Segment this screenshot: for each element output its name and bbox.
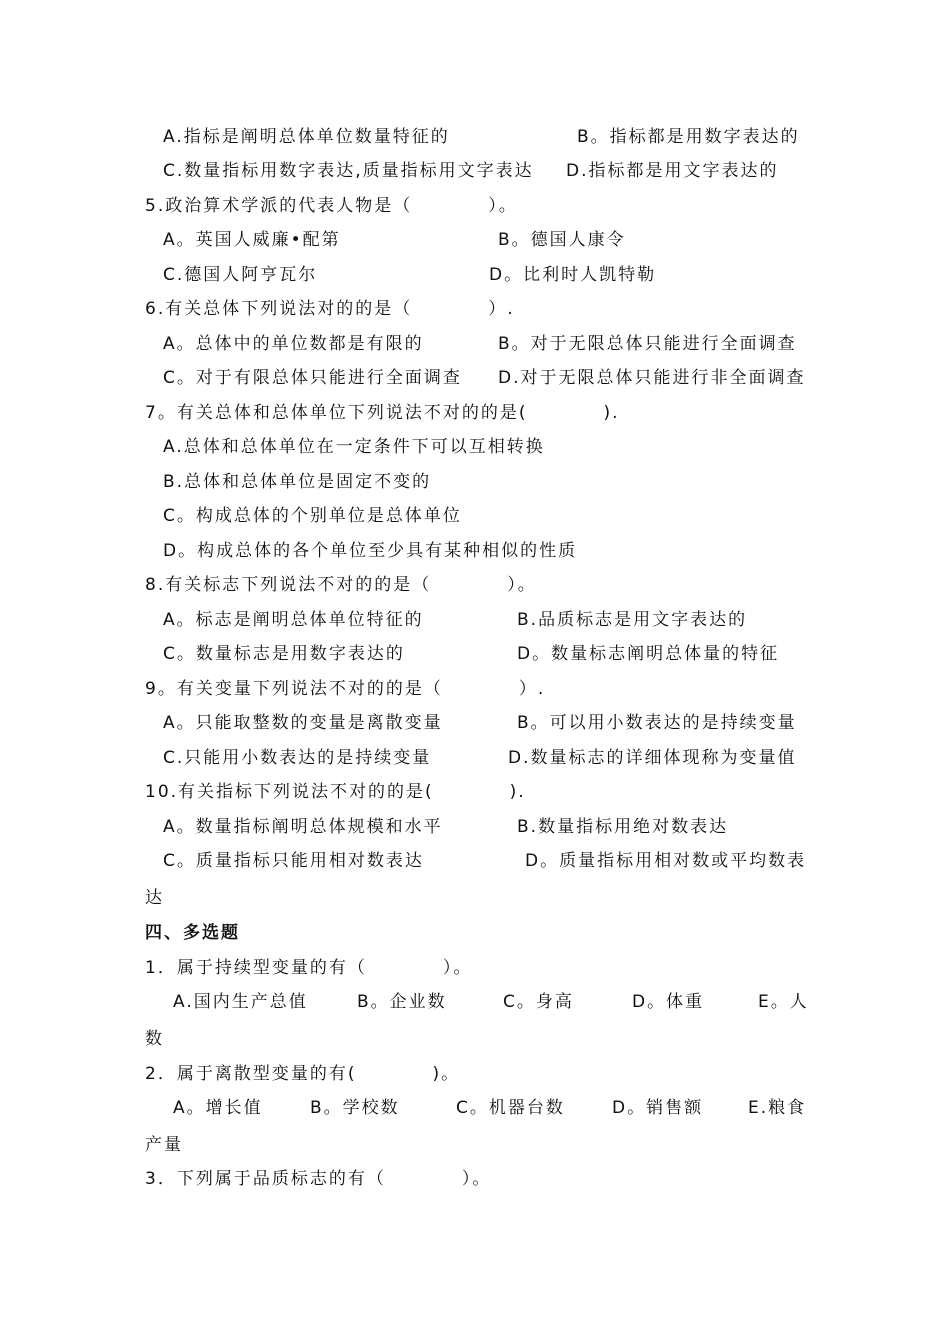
option-line: E.粮食 [748,1098,807,1118]
option-line: C。构成总体的个别单位是总体单位 [163,506,462,526]
wrapped-text: 数 [145,1029,164,1049]
option-line: D。销售额 [612,1098,704,1118]
option-line: C。对于有限总体只能进行全面调查 [163,368,462,388]
option-line: D.数量标志的详细体现称为变量值 [508,748,797,768]
question-line: 10.有关指标下列说法不对的的是( ). [145,782,526,802]
option-line: C.德国人阿亨瓦尔 [163,265,318,285]
option-line: E。人 [758,992,809,1012]
option-line: D。质量指标用相对数或平均数表 [525,851,807,871]
option-line: A。总体中的单位数都是有限的 [163,334,424,354]
question-line: 6.有关总体下列说法对的的是（ ）. [145,299,515,319]
question-line: 2．属于离散型变量的有( )。 [145,1064,461,1084]
option-line: C。数量标志是用数字表达的 [163,644,405,664]
question-line: 5.政治算术学派的代表人物是（ ）。 [145,196,518,216]
option-line: B.数量指标用绝对数表达 [517,817,729,837]
option-line: C.数量指标用数字表达,质量指标用文字表达 [163,161,534,181]
option-line: B。可以用小数表达的是持续变量 [517,713,797,733]
option-line: D.指标都是用文字表达的 [566,161,779,181]
question-line: 9。有关变量下列说法不对的的是（ ）. [145,679,546,699]
option-line: A。英国人威廉•配第 [163,230,341,250]
option-line: C.只能用小数表达的是持续变量 [163,748,432,768]
option-line: C。质量指标只能用相对数表达 [163,851,424,871]
option-line: A.国内生产总值 [173,992,308,1012]
option-line: A。增长值 [173,1098,263,1118]
question-line: 1．属于持续型变量的有（ ）。 [145,958,473,978]
section-heading: 四、多选题 [145,923,240,943]
option-line: B.品质标志是用文字表达的 [517,610,748,630]
option-line: B。对于无限总体只能进行全面调查 [498,334,797,354]
option-line: D。构成总体的各个单位至少具有某种相似的性质 [163,541,578,561]
question-line: 7。有关总体和总体单位下列说法不对的的是( ). [145,403,620,423]
question-line: 8.有关标志下列说法不对的的是（ ）。 [145,575,537,595]
option-line: B。德国人康令 [498,230,626,250]
option-line: A.指标是阐明总体单位数量特征的 [163,127,450,147]
option-line: C。机器台数 [456,1098,565,1118]
option-line: D。数量标志阐明总体量的特征 [517,644,780,664]
question-line: 3．下列属于品质标志的有（ ）。 [145,1169,492,1189]
option-line: A。标志是阐明总体单位特征的 [163,610,424,630]
option-line: B。企业数 [357,992,447,1012]
wrapped-text: 产量 [145,1135,183,1155]
option-line: B。学校数 [310,1098,400,1118]
option-line: C。身高 [503,992,574,1012]
option-line: B.总体和总体单位是固定不变的 [163,472,432,492]
option-line: B。指标都是用数字表达的 [577,127,800,147]
option-line: D。比利时人凯特勒 [489,265,657,285]
option-line: A.总体和总体单位在一定条件下可以互相转换 [163,437,545,457]
option-line: D.对于无限总体只能进行非全面调查 [498,368,806,388]
wrapped-text: 达 [145,888,164,908]
option-line: A。只能取整数的变量是离散变量 [163,713,443,733]
option-line: D。体重 [632,992,705,1012]
option-line: A。数量指标阐明总体规模和水平 [163,817,443,837]
